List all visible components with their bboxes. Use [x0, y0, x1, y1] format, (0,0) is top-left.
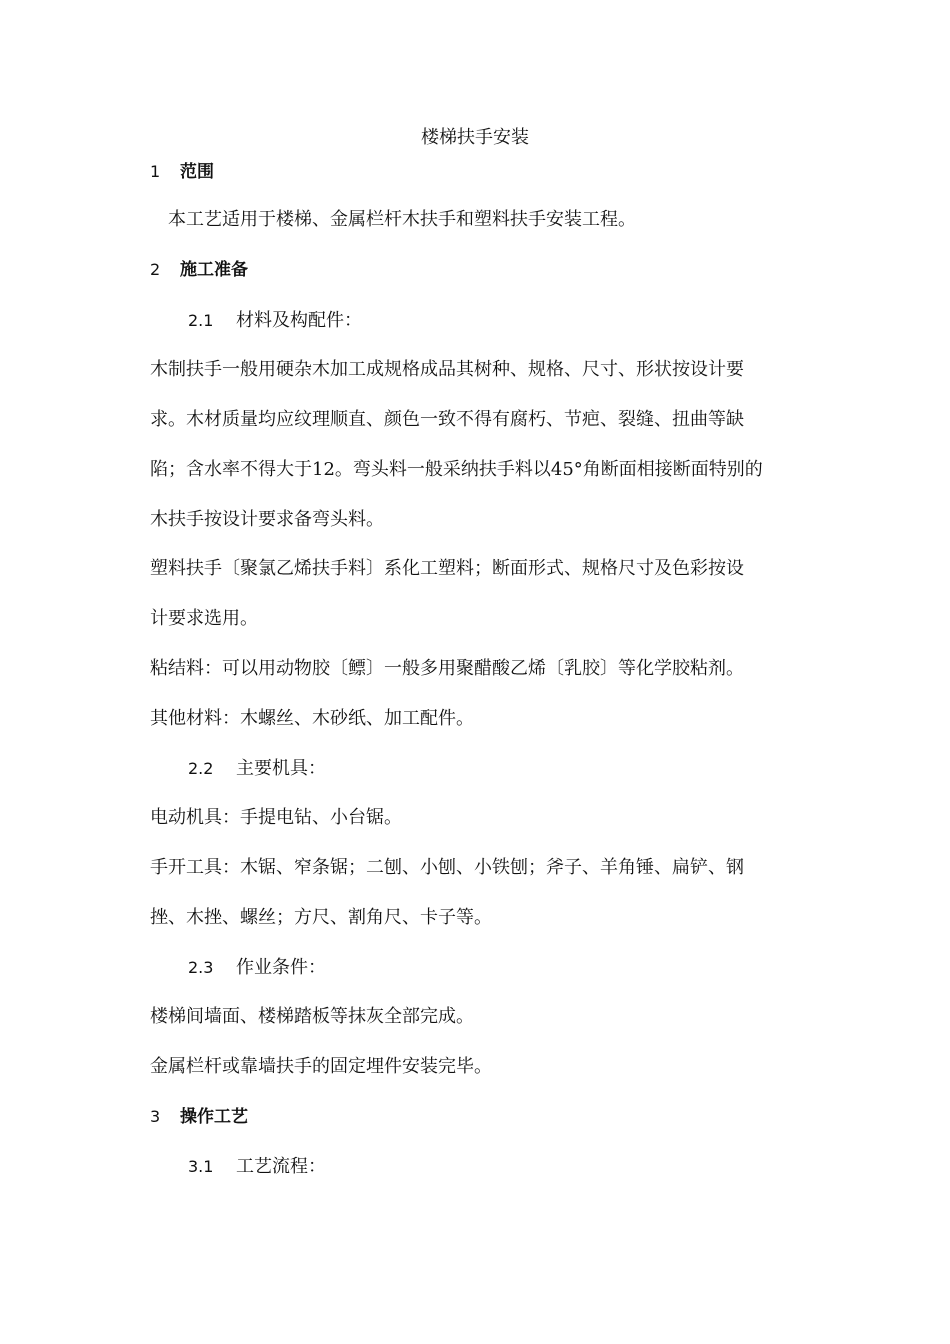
paragraph-line: 求。木材质量均应纹理顺直、颜色一致不得有腐朽、节疤、裂缝、扭曲等缺 [150, 409, 744, 430]
paragraph-line: 挫、木挫、螺丝；方尺、割角尺、卡子等。 [150, 907, 492, 928]
subsection-title: 主要机具： [236, 758, 326, 779]
paragraph-line: 木扶手按设计要求备弯头料。 [150, 509, 384, 530]
section-title: 施工准备 [180, 260, 248, 280]
paragraph-line: 陷；含水率不得大于12。弯头料一般采纳扶手料以45°角断面相接断面特别的 [150, 459, 763, 480]
section-number: 3 [150, 1107, 161, 1126]
subsection-2-2-heading [188, 757, 326, 781]
subsection-2-3-heading [188, 956, 326, 980]
paragraph-line: 楼梯间墙面、楼梯踏板等抹灰全部完成。 [150, 1006, 474, 1027]
section-1-heading [150, 160, 214, 184]
paragraph-line: 手开工具：木锯、窄条锯；二刨、小刨、小铁刨；斧子、羊角锤、扁铲、钢 [150, 857, 744, 878]
subsection-title: 工艺流程： [236, 1156, 326, 1177]
subsection-title: 材料及构配件： [236, 310, 362, 331]
paragraph-line: 其他材料：木螺丝、木砂纸、加工配件。 [150, 708, 474, 729]
paragraph-line: 木制扶手一般用硬杂木加工成规格成品其树种、规格、尺寸、形状按设计要 [150, 359, 744, 380]
subsection-3-1-heading [188, 1155, 326, 1179]
document-title: 楼梯扶手安装 [421, 127, 529, 148]
paragraph-line: 电动机具：手提电钻、小台锯。 [150, 807, 402, 828]
paragraph-line: 粘结料：可以用动物胶〔鳔〕一般多用聚醋酸乙烯〔乳胶〕等化学胶粘剂。 [150, 658, 744, 679]
paragraph-line: 金属栏杆或靠墙扶手的固定埋件安装完毕。 [150, 1056, 492, 1077]
paragraph-line: 塑料扶手〔聚氯乙烯扶手料〕系化工塑料；断面形式、规格尺寸及色彩按设 [150, 558, 744, 579]
section-number: 2 [150, 260, 161, 279]
subsection-title: 作业条件： [236, 957, 326, 978]
section-2-heading [150, 258, 248, 282]
subsection-number: 2.3 [188, 958, 214, 977]
subsection-number: 2.1 [188, 311, 214, 330]
paragraph-line: 计要求选用。 [150, 608, 258, 629]
section-title: 范围 [180, 162, 214, 182]
subsection-number: 2.2 [188, 759, 214, 778]
section-3-heading [150, 1105, 248, 1129]
section-title: 操作工艺 [180, 1107, 248, 1127]
subsection-2-1-heading [188, 309, 362, 333]
section-number: 1 [150, 162, 161, 181]
subsection-number: 3.1 [188, 1157, 214, 1176]
paragraph: 本工艺适用于楼梯、金属栏杆木扶手和塑料扶手安装工程。 [168, 209, 636, 230]
